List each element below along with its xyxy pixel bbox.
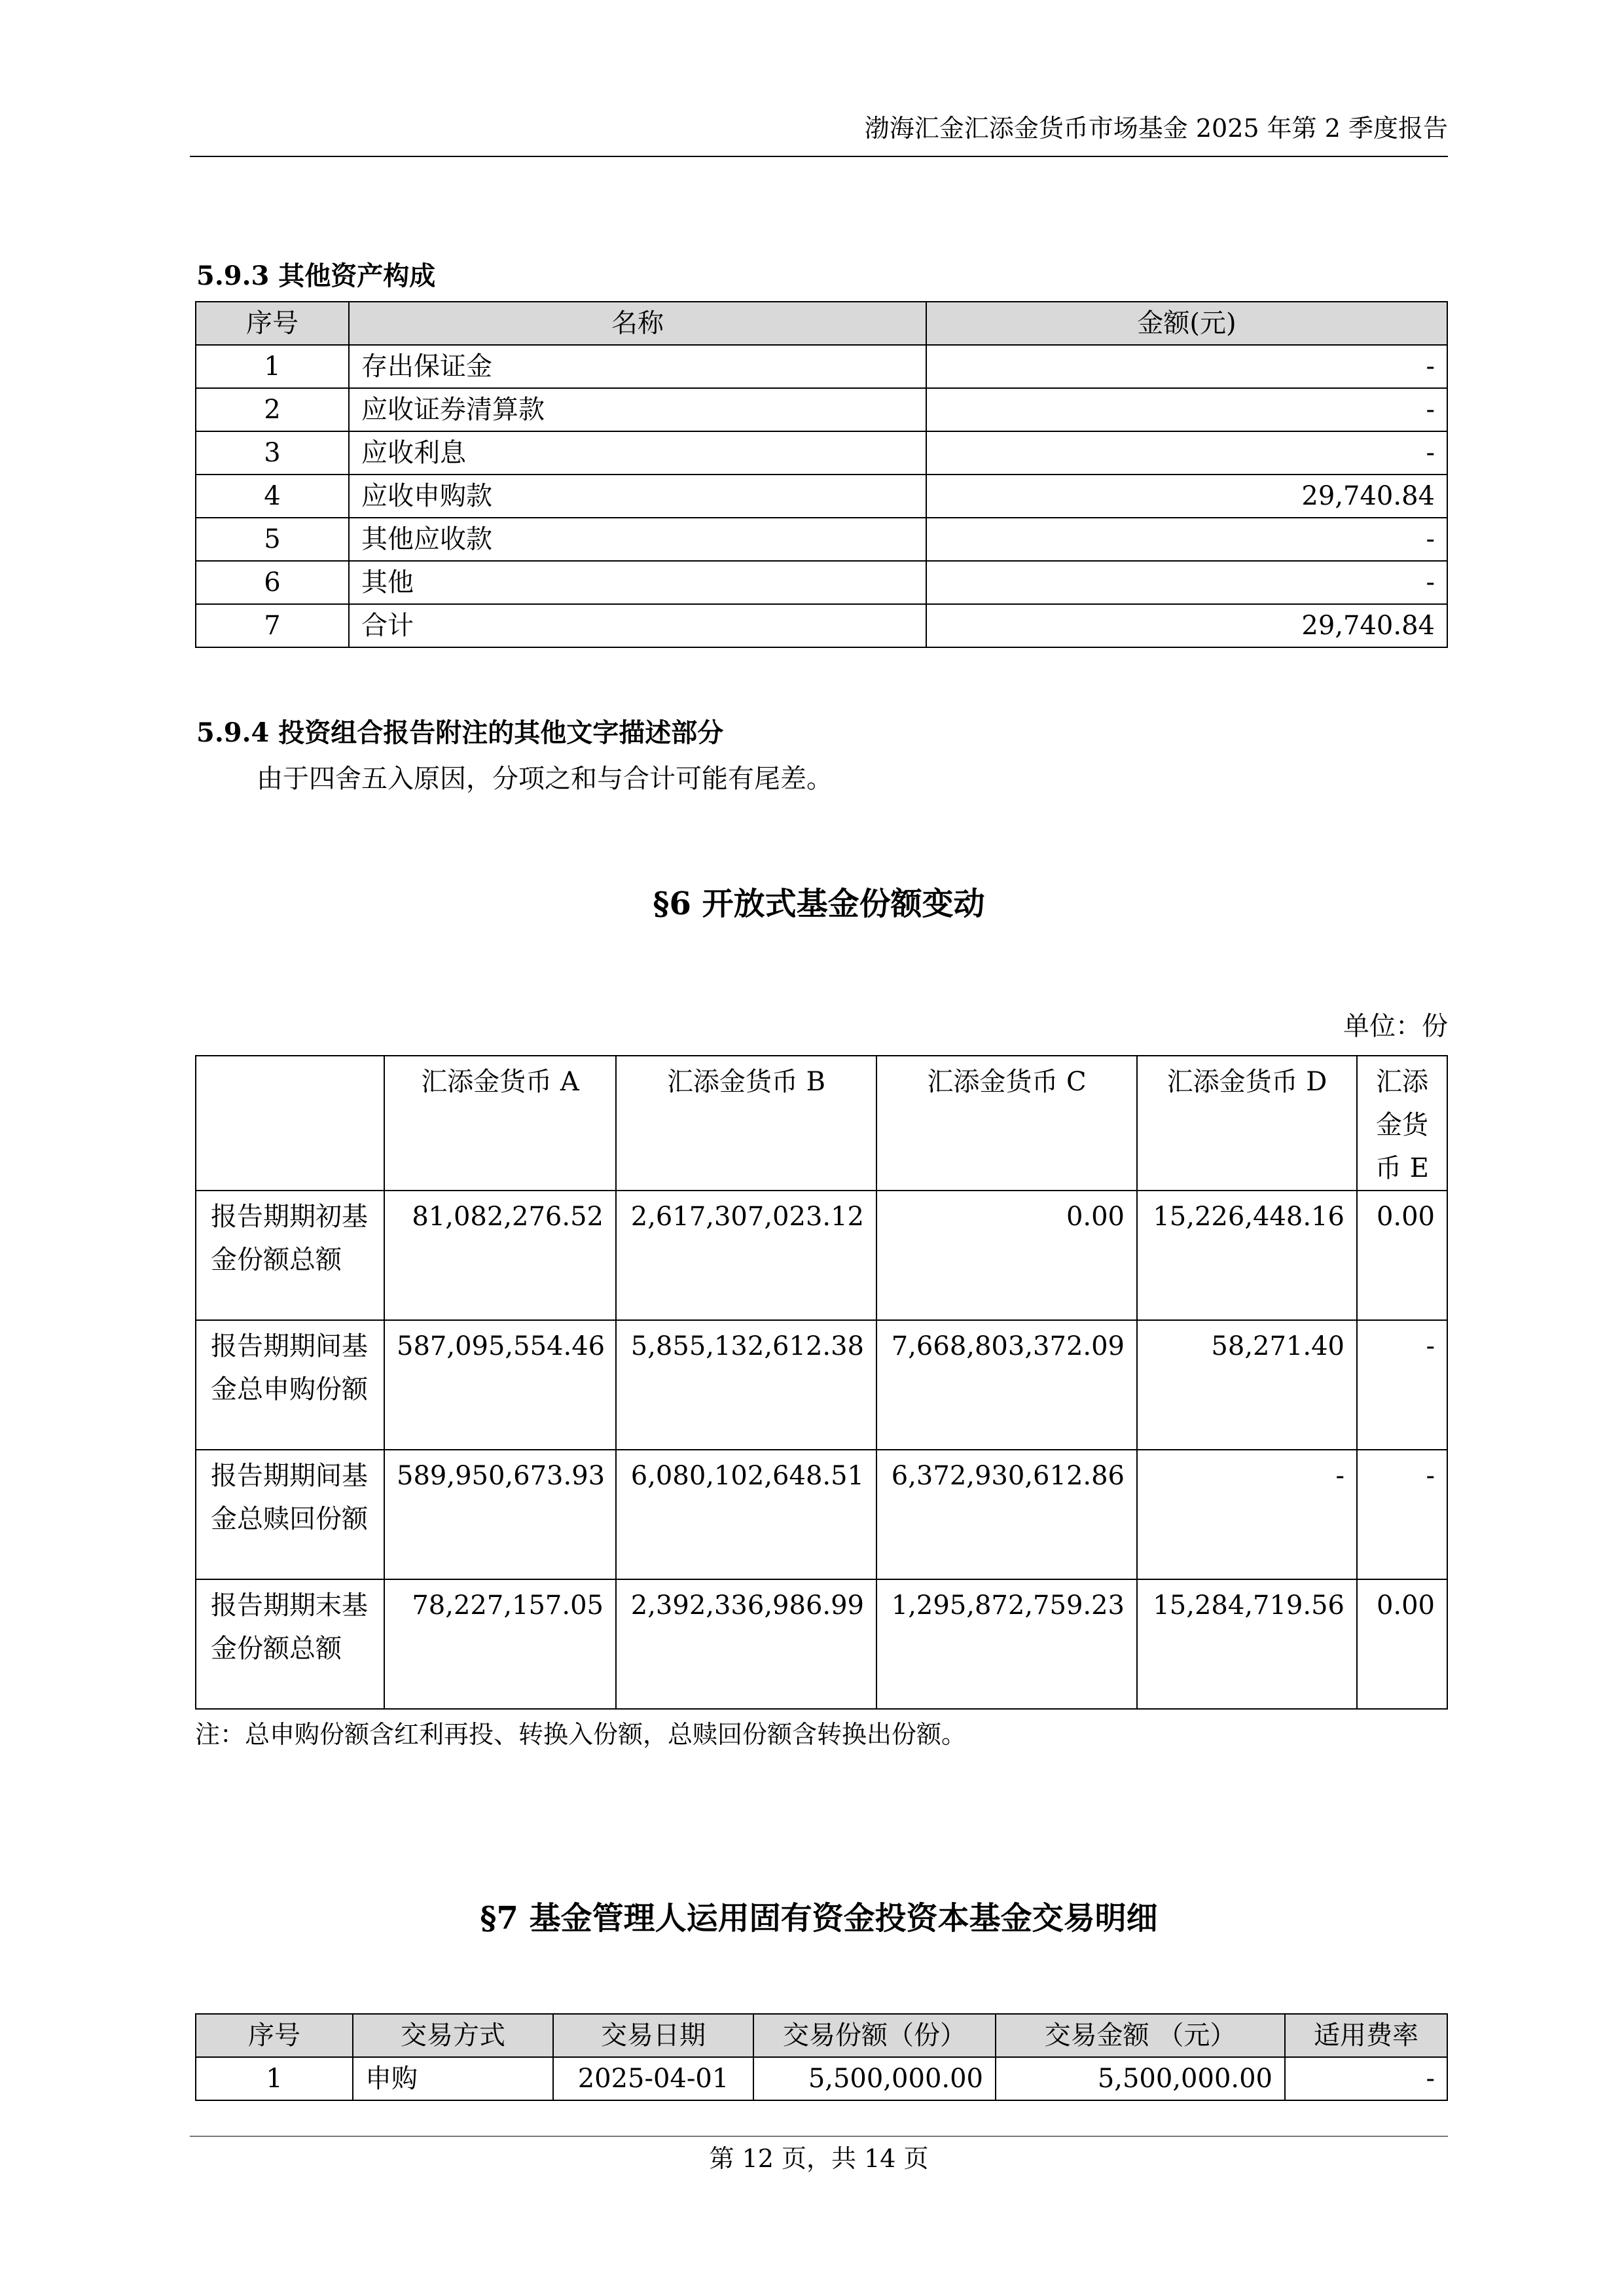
cell-value: 589,950,673.93 bbox=[384, 1450, 616, 1579]
table-row bbox=[196, 388, 1447, 431]
row-name: 其他 bbox=[349, 561, 926, 604]
column-header: 交易方式 bbox=[353, 2014, 553, 2057]
cell-value: 6,080,102,648.51 bbox=[616, 1450, 876, 1579]
row-label: 报告期期初基金份额总额 bbox=[196, 1191, 384, 1320]
section-594-heading: 5.9.4 投资组合报告附注的其他文字描述部分 bbox=[196, 717, 724, 748]
footer-divider bbox=[190, 2136, 1448, 2137]
cell-value: 15,226,448.16 bbox=[1137, 1191, 1357, 1320]
row-amount: 29,740.84 bbox=[926, 604, 1447, 647]
row-index: 1 bbox=[196, 2057, 353, 2100]
column-header: 汇添金货币 A bbox=[384, 1056, 616, 1191]
row-index: 3 bbox=[196, 431, 349, 475]
row-amount: - bbox=[926, 561, 1447, 604]
fee-rate: - bbox=[1285, 2057, 1447, 2100]
cell-value: 587,095,554.46 bbox=[384, 1320, 616, 1450]
cell-value: 1,295,872,759.23 bbox=[876, 1579, 1137, 1709]
page-header: 渤海汇金汇添金货币市场基金 2025 年第 2 季度报告 bbox=[864, 114, 1448, 143]
column-header: 名称 bbox=[349, 302, 926, 345]
cell-value: 6,372,930,612.86 bbox=[876, 1450, 1137, 1579]
row-name: 应收申购款 bbox=[349, 475, 926, 518]
column-header: 交易金额 （元） bbox=[996, 2014, 1285, 2057]
row-label: 报告期期间基金总申购份额 bbox=[196, 1320, 384, 1450]
row-label: 报告期期间基金总赎回份额 bbox=[196, 1450, 384, 1579]
trade-method: 申购 bbox=[353, 2057, 553, 2100]
table-header-row bbox=[196, 2014, 1447, 2057]
table-row bbox=[196, 604, 1447, 647]
column-header bbox=[196, 1056, 384, 1191]
table-row bbox=[196, 561, 1447, 604]
row-label: 报告期期末基金份额总额 bbox=[196, 1579, 384, 1709]
column-header: 适用费率 bbox=[1285, 2014, 1447, 2057]
other-assets-table bbox=[195, 301, 1448, 648]
row-name: 存出保证金 bbox=[349, 345, 926, 388]
cell-value: 2,392,336,986.99 bbox=[616, 1579, 876, 1709]
cell-value: - bbox=[1357, 1320, 1447, 1450]
cell-value: 2,617,307,023.12 bbox=[616, 1191, 876, 1320]
column-header: 金额(元) bbox=[926, 302, 1447, 345]
table-row bbox=[196, 1450, 1447, 1579]
cell-value: 58,271.40 bbox=[1137, 1320, 1357, 1450]
page-number: 第 12 页，共 14 页 bbox=[709, 2144, 929, 2173]
section-594-text: 由于四舍五入原因，分项之和与合计可能有尾差。 bbox=[257, 764, 833, 794]
table-row bbox=[196, 1191, 1447, 1320]
cell-value: 81,082,276.52 bbox=[384, 1191, 616, 1320]
column-header: 序号 bbox=[196, 2014, 353, 2057]
column-header: 汇添金货币 D bbox=[1137, 1056, 1357, 1191]
row-amount: - bbox=[926, 345, 1447, 388]
cell-value: 15,284,719.56 bbox=[1137, 1579, 1357, 1709]
row-index: 5 bbox=[196, 518, 349, 561]
unit-label: 单位：份 bbox=[1343, 1011, 1448, 1041]
cell-value: 5,855,132,612.38 bbox=[616, 1320, 876, 1450]
cell-value: - bbox=[1357, 1450, 1447, 1579]
row-amount: - bbox=[926, 388, 1447, 431]
row-index: 1 bbox=[196, 345, 349, 388]
share-change-note: 注：总申购份额含红利再投、转换入份额，总赎回份额含转换出份额。 bbox=[195, 1720, 967, 1749]
cell-value: 0.00 bbox=[1357, 1579, 1447, 1709]
row-name: 应收证券清算款 bbox=[349, 388, 926, 431]
row-amount: - bbox=[926, 431, 1447, 475]
column-header: 汇添金货币 C bbox=[876, 1056, 1137, 1191]
column-header: 汇添金货币 B bbox=[616, 1056, 876, 1191]
column-header: 交易日期 bbox=[553, 2014, 753, 2057]
cell-value: 78,227,157.05 bbox=[384, 1579, 616, 1709]
table-row bbox=[196, 345, 1447, 388]
trade-detail-table bbox=[195, 2013, 1448, 2101]
trade-date: 2025-04-01 bbox=[553, 2057, 753, 2100]
table-row bbox=[196, 1320, 1447, 1450]
table-row bbox=[196, 475, 1447, 518]
share-change-table bbox=[195, 1055, 1448, 1710]
row-name: 合计 bbox=[349, 604, 926, 647]
column-header: 序号 bbox=[196, 302, 349, 345]
cell-value: - bbox=[1137, 1450, 1357, 1579]
column-header: 汇添金货币 E bbox=[1357, 1056, 1447, 1191]
section-593-heading: 5.9.3 其他资产构成 bbox=[196, 260, 436, 291]
cell-value: 0.00 bbox=[1357, 1191, 1447, 1320]
table-row bbox=[196, 2057, 1447, 2100]
row-index: 2 bbox=[196, 388, 349, 431]
row-name: 应收利息 bbox=[349, 431, 926, 475]
row-index: 6 bbox=[196, 561, 349, 604]
row-name: 其他应收款 bbox=[349, 518, 926, 561]
row-index: 7 bbox=[196, 604, 349, 647]
table-row bbox=[196, 1579, 1447, 1709]
trade-shares: 5,500,000.00 bbox=[753, 2057, 996, 2100]
table-row bbox=[196, 431, 1447, 475]
section-7-title: §7 基金管理人运用固有资金投资本基金交易明细 bbox=[480, 1900, 1158, 1937]
table-header-row bbox=[196, 302, 1447, 345]
section-6-title: §6 开放式基金份额变动 bbox=[653, 886, 985, 922]
cell-value: 0.00 bbox=[876, 1191, 1137, 1320]
header-divider bbox=[190, 156, 1448, 157]
trade-amount: 5,500,000.00 bbox=[996, 2057, 1285, 2100]
row-amount: - bbox=[926, 518, 1447, 561]
table-row bbox=[196, 518, 1447, 561]
column-header: 交易份额（份） bbox=[753, 2014, 996, 2057]
row-index: 4 bbox=[196, 475, 349, 518]
row-amount: 29,740.84 bbox=[926, 475, 1447, 518]
table-header-row bbox=[196, 1056, 1447, 1191]
cell-value: 7,668,803,372.09 bbox=[876, 1320, 1137, 1450]
